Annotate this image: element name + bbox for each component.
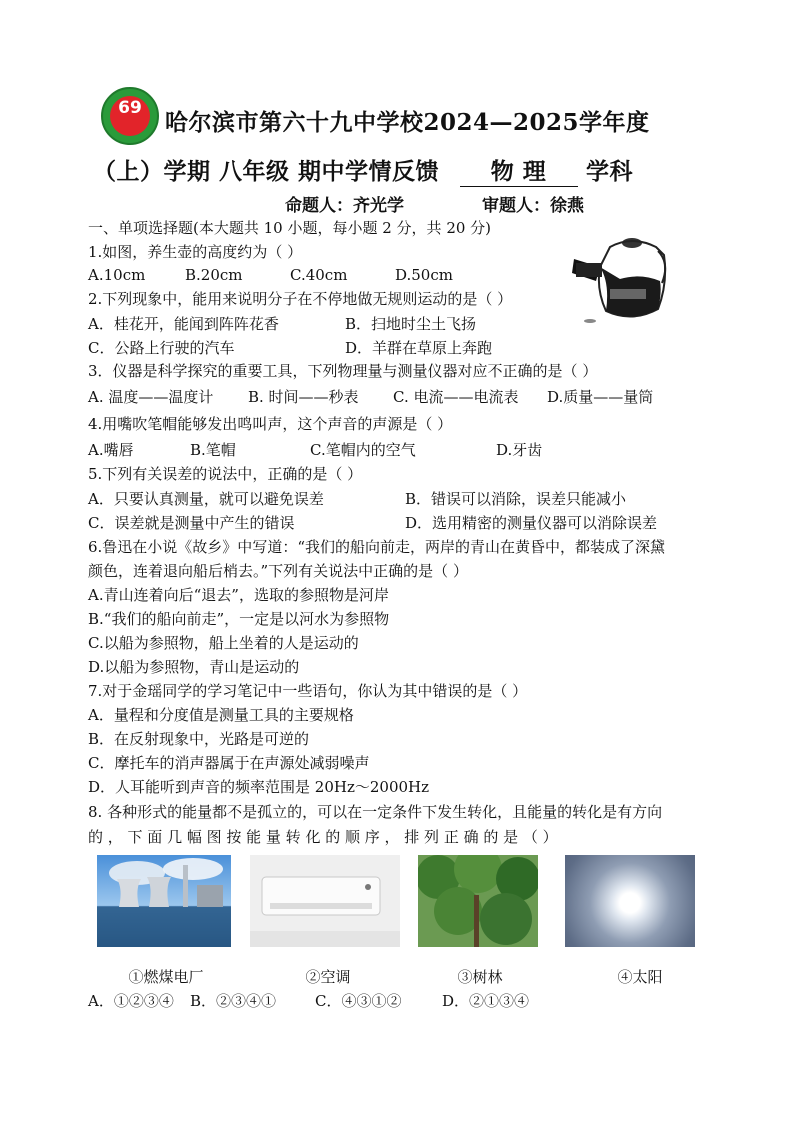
q7-option-d: D．人耳能听到声音的频率范围是 20Hz～2000Hz: [88, 778, 430, 796]
section-title: 一、单项选择题(本大题共 10 小题，每小题 2 分，共 20 分): [88, 219, 492, 237]
q8-option-c: C．④③①②: [315, 992, 402, 1010]
q7-option-a: A．量程和分度值是测量工具的主要规格: [88, 706, 354, 724]
q4-option-c: C.笔帽内的空气: [310, 441, 416, 459]
q4-option-a: A.嘴唇: [88, 441, 134, 459]
q7-stem: 7.对于金瑶同学的学习笔记中一些语句，你认为其中错误的是（ ）: [88, 682, 528, 700]
q8-stem-line1: 8. 各种形式的能量都不是孤立的，可以在一定条件下发生转化，且能量的转化是有方向: [88, 803, 663, 821]
q8-stem-line2: 的 ， 下 面 几 幅 图 按 能 量 转 化 的 顺 序 ， 排 列 正 确 的 是 （ ）: [88, 828, 558, 846]
power-plant-photo: [97, 855, 231, 947]
q8-caption-2: ②空调: [305, 968, 351, 986]
q6-option-b: B.“我们的船向前走”，一定是以河水为参照物: [88, 610, 390, 628]
q2-option-c: C．公路上行驶的汽车: [88, 339, 235, 357]
q1-stem: 1.如图，养生壶的高度约为（ ）: [88, 243, 303, 261]
q5-option-b: B．错误可以消除，误差只能减小: [405, 490, 627, 508]
q6-stem-line2: 颜色，连着退向船后梢去。”下列有关说法中正确的是（ ）: [88, 562, 468, 580]
q8-caption-4: ④太阳: [617, 968, 663, 986]
kettle-photo: [570, 233, 670, 328]
q4-option-b: B.笔帽: [190, 441, 236, 459]
q6-stem-line1: 6.鲁迅在小说《故乡》中写道：“我们的船向前走，两岸的青山在黄昏中，都装成了深黛: [88, 538, 665, 556]
q7-option-b: B．在反射现象中，光路是可逆的: [88, 730, 310, 748]
school-logo: [101, 87, 159, 145]
q6-option-c: C.以船为参照物，船上坐着的人是运动的: [88, 634, 359, 652]
q3-option-d: D.质量——量筒: [547, 388, 654, 406]
q8-caption-3: ③树林: [457, 968, 503, 986]
q2-option-d: D．羊群在草原上奔跑: [345, 339, 493, 357]
question-reviewer: 审题人：徐燕: [482, 196, 584, 216]
q6-option-a: A.青山连着向后“退去”，选取的参照物是河岸: [88, 586, 389, 604]
q1-option-b: B.20cm: [185, 266, 243, 284]
q5-option-c: C．误差就是测量中产生的错误: [88, 514, 295, 532]
logo-number: 69: [118, 98, 142, 118]
q8-option-b: B．②③④①: [190, 992, 277, 1010]
school-title: 哈尔滨市第六十九中学校2024—2025学年度: [165, 109, 650, 136]
q3-option-b: B. 时间——秒表: [248, 388, 359, 406]
q2-option-b: B．扫地时尘土飞扬: [345, 315, 477, 333]
q6-option-d: D.以船为参照物，青山是运动的: [88, 658, 300, 676]
q1-option-c: C.40cm: [290, 266, 348, 284]
exam-title-suffix: 学科: [586, 158, 634, 185]
q1-option-d: D.50cm: [395, 266, 453, 284]
forest-photo: [418, 855, 538, 947]
q5-stem: 5.下列有关误差的说法中，正确的是（ ）: [88, 465, 363, 483]
air-conditioner-photo: [250, 855, 400, 947]
q3-option-a: A. 温度——温度计: [88, 388, 214, 406]
exam-title-prefix: （上）学期 八年级 期中学情反馈: [93, 158, 440, 185]
subject-blank: [460, 153, 578, 187]
q3-option-c: C. 电流——电流表: [393, 388, 519, 406]
q8-caption-1: ①燃煤电厂: [128, 968, 204, 986]
q1-option-a: A.10cm: [88, 266, 146, 284]
q8-option-d: D．②①③④: [442, 992, 530, 1010]
exam-title: [93, 153, 633, 187]
q4-option-d: D.牙齿: [496, 441, 543, 459]
q3-stem: 3．仪器是科学探究的重要工具，下列物理量与测量仪器对应不正确的是（ ）: [88, 362, 598, 380]
subject-name: 物 理: [490, 158, 547, 185]
q8-option-a: A．①②③④: [88, 992, 174, 1010]
q4-stem: 4.用嘴吹笔帽能够发出鸣叫声，这个声音的声源是（ ）: [88, 415, 453, 433]
q2-stem: 2.下列现象中，能用来说明分子在不停地做无规则运动的是（ ）: [88, 290, 513, 308]
q5-option-d: D．选用精密的测量仪器可以消除误差: [405, 514, 658, 532]
q5-option-a: A．只要认真测量，就可以避免误差: [88, 490, 324, 508]
q2-option-a: A．桂花开，能闻到阵阵花香: [88, 315, 279, 333]
q7-option-c: C．摩托车的消声器属于在声源处减弱噪声: [88, 754, 370, 772]
sun-photo: [565, 855, 695, 947]
question-author: 命题人：齐光学: [285, 196, 404, 216]
